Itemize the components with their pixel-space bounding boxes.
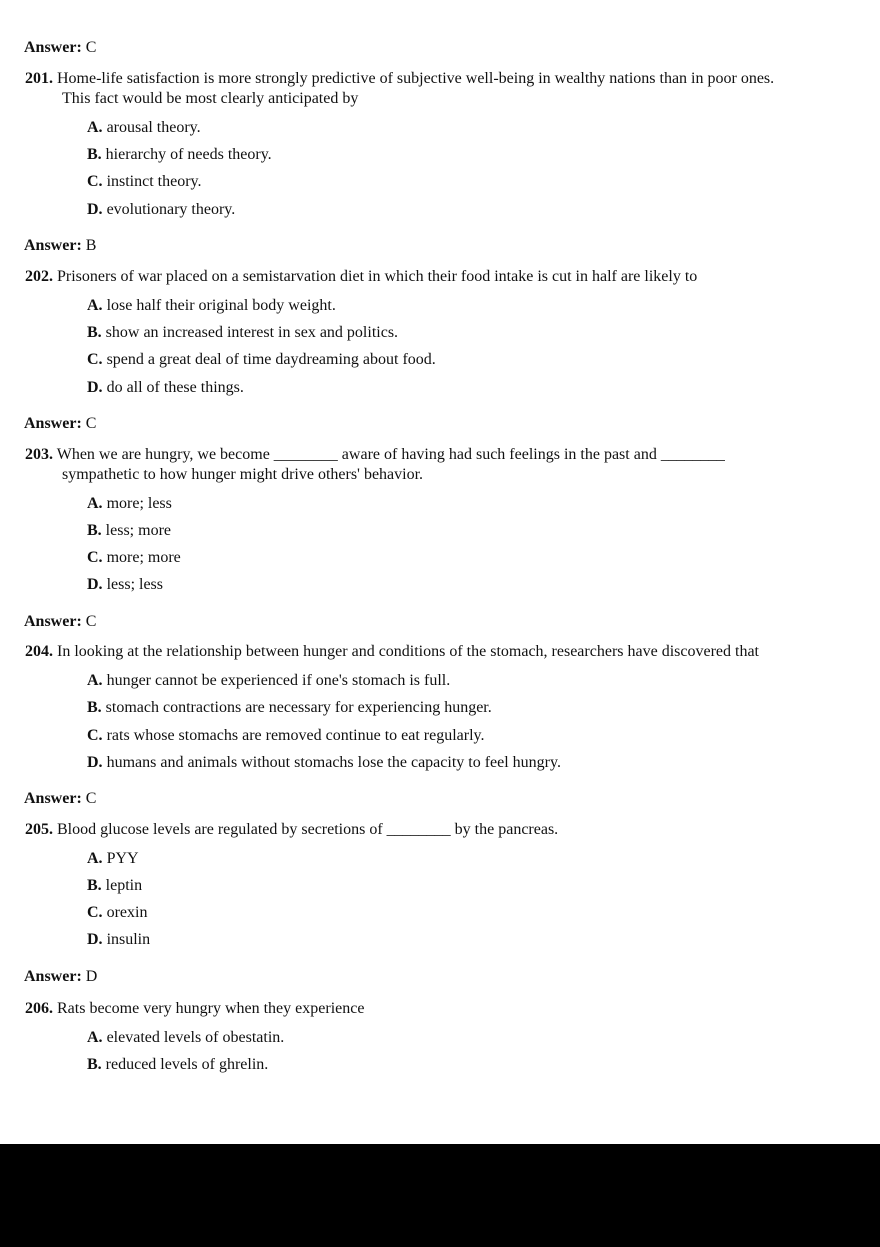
option-a	[87, 118, 201, 138]
option-letter: D.	[87, 201, 103, 218]
option-letter: C.	[87, 351, 103, 368]
question-206	[25, 999, 364, 1019]
answer-label: Answer:	[24, 790, 82, 807]
option-text: spend a great deal of time daydreaming about food.	[106, 351, 436, 368]
option-letter: C.	[87, 727, 103, 744]
option-text: lose half their original body weight.	[106, 297, 336, 314]
option-a	[87, 849, 139, 869]
option-letter: A.	[87, 297, 103, 314]
option-text: show an increased interest in sex and politics.	[105, 324, 399, 341]
answer-value: C	[85, 790, 97, 807]
option-letter: D.	[87, 576, 103, 593]
answer-line	[24, 38, 96, 58]
option-letter: C.	[87, 549, 103, 566]
option-text: hierarchy of needs theory.	[105, 146, 272, 163]
option-letter: B.	[87, 1056, 102, 1073]
question-text: Blood glucose levels are regulated by secretions of ________ by the pancreas.	[57, 821, 559, 838]
answer-line	[24, 967, 97, 987]
option-letter: A.	[87, 495, 103, 512]
option-a	[87, 494, 172, 514]
question-number: 206.	[25, 1000, 53, 1017]
question-number: 204.	[25, 643, 53, 660]
answer-value: D	[85, 968, 98, 985]
option-text: rats whose stomachs are removed continue to eat regularly.	[106, 727, 485, 744]
answer-line	[24, 414, 96, 434]
question-text: When we are hungry, we become ________ aware of having had such feelings in the past and ________	[56, 446, 725, 463]
option-b	[87, 521, 171, 541]
option-letter: A.	[87, 850, 103, 867]
answer-value: B	[85, 237, 97, 254]
answer-label: Answer:	[24, 39, 82, 56]
option-letter: B.	[87, 699, 102, 716]
answer-label: Answer:	[24, 415, 82, 432]
answer-label: Answer:	[24, 613, 82, 630]
option-letter: A.	[87, 672, 103, 689]
answer-value: C	[85, 39, 97, 56]
option-a	[87, 1028, 284, 1048]
option-a	[87, 296, 336, 316]
option-text: evolutionary theory.	[106, 201, 236, 218]
option-text: orexin	[106, 904, 148, 921]
option-c	[87, 172, 202, 192]
option-text: stomach contractions are necessary for experiencing hunger.	[105, 699, 492, 716]
answer-value: C	[85, 415, 97, 432]
question-number: 202.	[25, 268, 53, 285]
option-text: more; less	[106, 495, 172, 512]
option-letter: D.	[87, 379, 103, 396]
option-text: PYY	[106, 850, 139, 867]
option-text: less; less	[106, 576, 164, 593]
option-letter: B.	[87, 522, 102, 539]
option-c	[87, 548, 181, 568]
option-text: do all of these things.	[106, 379, 244, 396]
answer-label: Answer:	[24, 968, 82, 985]
option-a	[87, 671, 450, 691]
question-number: 201.	[25, 70, 53, 87]
option-letter: D.	[87, 931, 103, 948]
option-letter: C.	[87, 904, 103, 921]
option-letter: B.	[87, 324, 102, 341]
answer-line	[24, 789, 96, 809]
option-text: arousal theory.	[106, 119, 201, 136]
option-letter: C.	[87, 173, 103, 190]
option-text: leptin	[105, 877, 143, 894]
option-c	[87, 903, 147, 923]
question-203	[25, 445, 725, 465]
question-202	[25, 267, 697, 287]
option-letter: D.	[87, 754, 103, 771]
question-text: Rats become very hungry when they experience	[57, 1000, 365, 1017]
option-c	[87, 350, 436, 370]
option-text: more; more	[106, 549, 181, 566]
question-text: Prisoners of war placed on a semistarvation diet in which their food intake is cut in half are likely to	[57, 268, 698, 285]
option-letter: A.	[87, 119, 103, 136]
question-204	[25, 642, 759, 662]
option-d	[87, 575, 163, 595]
option-text: hunger cannot be experienced if one's stomach is full.	[106, 672, 451, 689]
question-text: Home-life satisfaction is more strongly predictive of subjective well-being in wealthy nations than in poor ones.	[57, 70, 775, 87]
question-205	[25, 820, 558, 840]
option-text: less; more	[105, 522, 171, 539]
question-201	[25, 69, 774, 89]
option-d	[87, 753, 561, 773]
question-text-continued: This fact would be most clearly anticipated by	[62, 90, 359, 107]
option-d	[87, 930, 150, 950]
option-text: insulin	[106, 931, 151, 948]
option-text: humans and animals without stomachs lose the capacity to feel hungry.	[106, 754, 561, 771]
option-d	[87, 378, 244, 398]
answer-line	[24, 236, 96, 256]
answer-value: C	[85, 613, 97, 630]
answer-line	[24, 612, 96, 632]
option-letter: A.	[87, 1029, 103, 1046]
question-number: 203.	[25, 446, 53, 463]
option-text: elevated levels of obestatin.	[106, 1029, 285, 1046]
option-b	[87, 698, 492, 718]
option-b	[87, 145, 272, 165]
option-text: instinct theory.	[106, 173, 202, 190]
question-number: 205.	[25, 821, 53, 838]
option-b	[87, 876, 142, 896]
option-text: reduced levels of ghrelin.	[105, 1056, 269, 1073]
option-b	[87, 323, 398, 343]
question-text: In looking at the relationship between hunger and conditions of the stomach, researchers have discovered that	[57, 643, 759, 660]
option-letter: B.	[87, 146, 102, 163]
question-text-continued: sympathetic to how hunger might drive others' behavior.	[62, 466, 424, 483]
option-d	[87, 200, 235, 220]
answer-label: Answer:	[24, 237, 82, 254]
option-letter: B.	[87, 877, 102, 894]
option-b	[87, 1055, 268, 1075]
option-c	[87, 726, 485, 746]
black-footer-band	[0, 1144, 880, 1247]
